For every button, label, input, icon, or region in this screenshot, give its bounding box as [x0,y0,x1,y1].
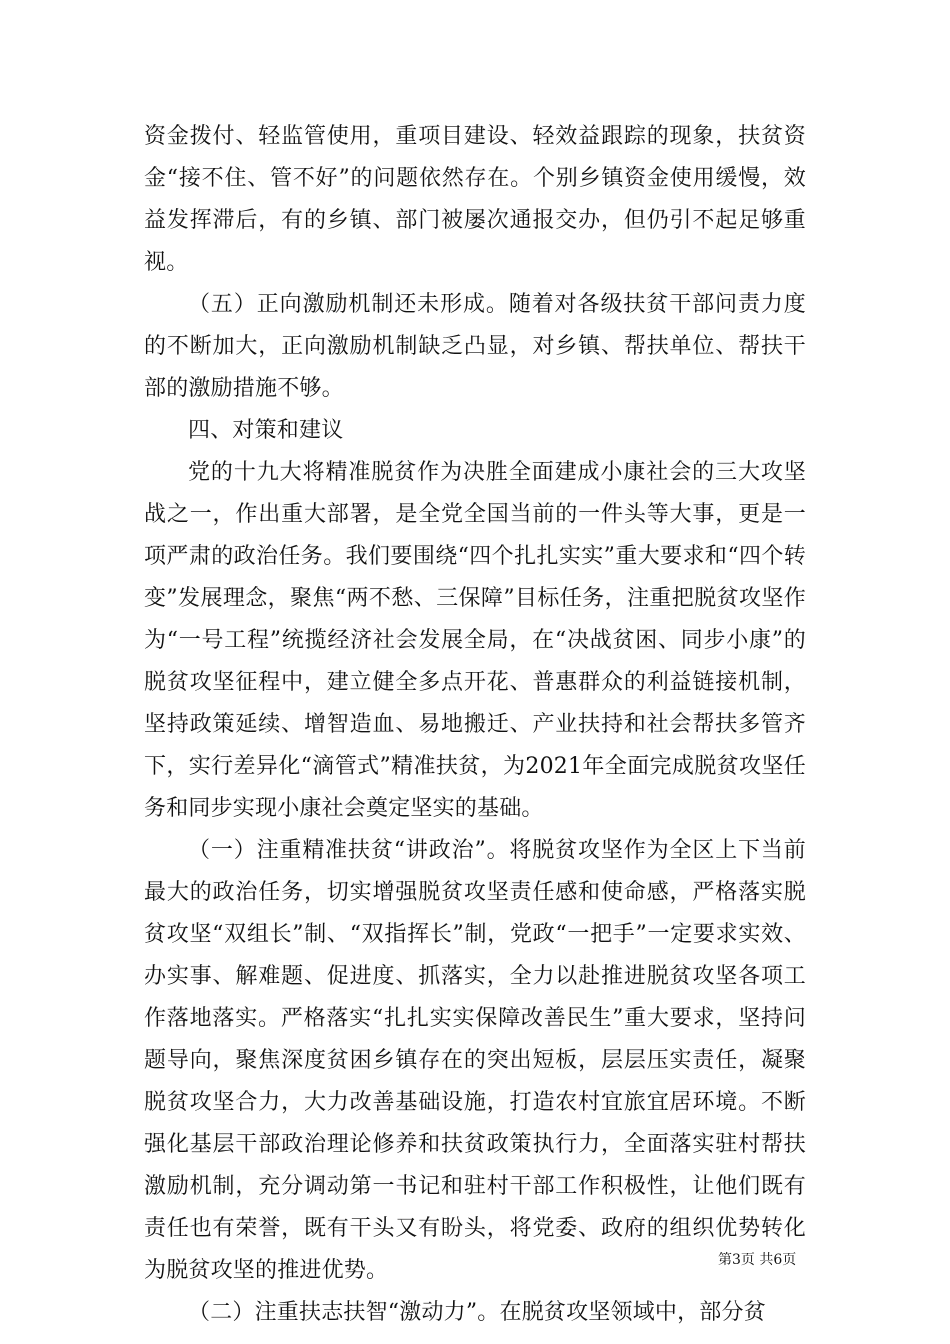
section-heading-countermeasures: 四、对策和建议 [188,418,344,443]
document-body [144,116,806,1334]
paragraph-motivation-focus: （二）注重扶志扶智“激动力”。在脱贫攻坚领域中，部分贫 [188,1300,766,1325]
paragraph-politics-focus: （一）注重精准扶贫“讲政治”。将脱贫攻坚作为全区上下当前最大的政治任务，切实增强脱贫攻坚责任感和使命感，严格落实脱贫攻坚“双组长”制、“双指挥长”制，党政“一把手”一定要求实效、办实事、解难题、促进度、抓落实，全力以赴推进脱贫攻坚各项工作落地落实。严格落实“扎扎实实保障改善民生”重大要求，坚持问题导向，聚焦深度贫困乡镇存在的突出短板，层层压实责任，凝聚脱贫攻坚合力，大力改善基础设施，打造农村宜旅宜居环境。不断强化基层干部政治理论修养和扶贫政策执行力，全面落实驻村帮扶激励机制，充分调动第一书记和驻村干部工作积极性，让他们既有责任也有荣誉，既有干头又有盼头，将党委、政府的组织优势转化为脱贫攻坚的推进优势。 [144,838,806,1283]
paragraph-nineteenth-congress: 党的十九大将精准脱贫作为决胜全面建成小康社会的三大攻坚战之一，作出重大部署，是全党全国当前的一件头等大事，更是一项严肃的政治任务。我们要围绕“四个扎扎实实”重大要求和“四个转变”发展理念，聚焦“两不愁、三保障”目标任务，注重把脱贫攻坚作为“一号工程”统揽经济社会发展全局，在“决战贫困、同步小康”的脱贫攻坚征程中，建立健全多点开花、普惠群众的利益链接机制，坚持政策延续、增智造血、易地搬迁、产业扶持和社会帮扶多管齐下，实行差异化“滴管式”精准扶贫，为2021年全面完成脱贫攻坚任务和同步实现小康社会奠定坚实的基础。 [144,460,806,821]
paragraph-incentive-mechanism: （五）正向激励机制还未形成。随着对各级扶贫干部问责力度的不断加大，正向激励机制缺乏凸显，对乡镇、帮扶单位、帮扶干部的激励措施不够。 [144,292,806,401]
paragraph-funds-issue: 资金拨付、轻监管使用，重项目建设、轻效益跟踪的现象，扶贫资金“接不住、管不好”的问题依然存在。个别乡镇资金使用缓慢，效益发挥滞后，有的乡镇、部门被屡次通报交办，但仍引不起足够重视。 [144,124,806,275]
page-number-footer: 第3页 共6页 [718,1252,797,1268]
